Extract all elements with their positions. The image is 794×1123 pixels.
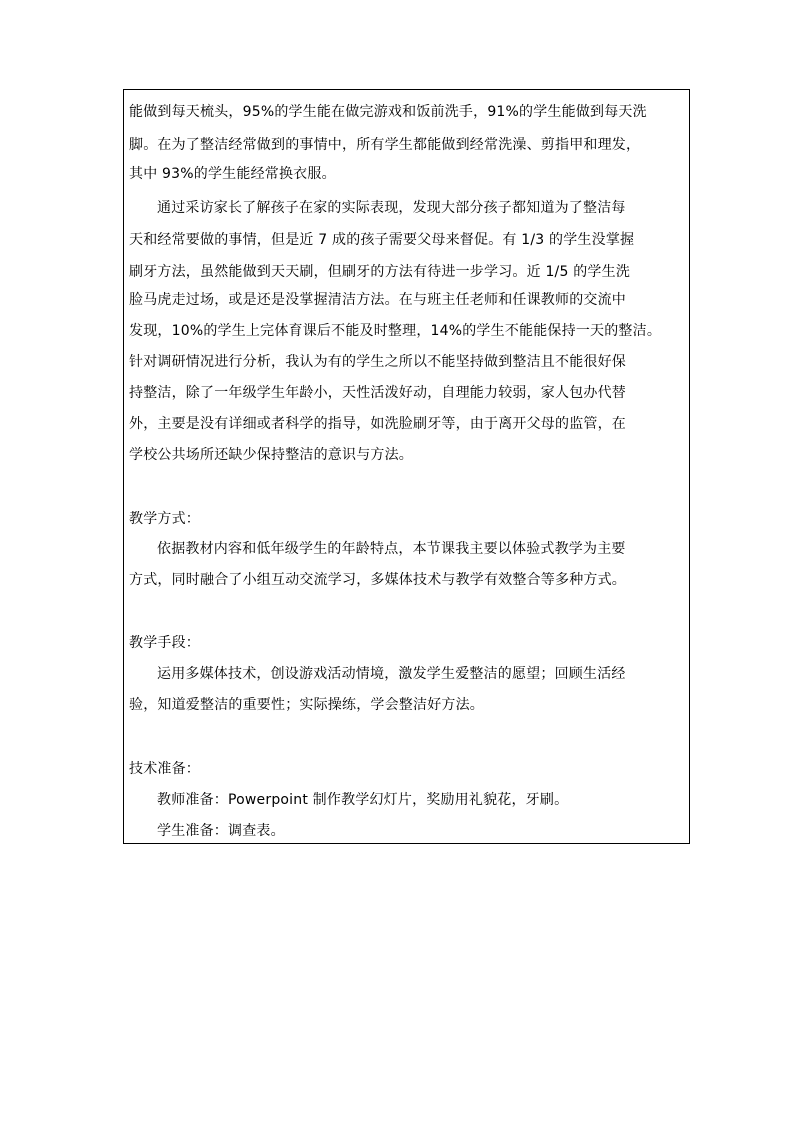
teacher-prep-line: 教师准备：Powerpoint 制作教学幻灯片，奖励用礼貌花，牙刷。 <box>157 792 569 808</box>
paragraph-line: 持整洁，除了一年级学生年龄小，天性活泼好动，自理能力较弱，家人包办代替 <box>129 385 626 401</box>
paragraph-line: 刷牙方法，虽然能做到天天刷，但刷牙的方法有待进一步学习。近 1/5 的学生洗 <box>129 264 631 280</box>
section-heading-means: 教学手段： <box>129 635 200 651</box>
paragraph-line: 运用多媒体技术，创设游戏活动情境，激发学生爱整洁的愿望；回顾生活经 <box>157 666 626 682</box>
paragraph-line: 发现，10%的学生上完体育课后不能及时整理，14%的学生不能能保持一天的整洁。 <box>129 323 662 339</box>
paragraph-line: 脸马虎走过场，或是还是没掌握清洁方法。在与班主任老师和任课教师的交流中 <box>129 292 626 308</box>
paragraph-line: 针对调研情况进行分析，我认为有的学生之所以不能坚持做到整洁且不能很好保 <box>129 354 626 370</box>
student-prep-line: 学生准备：调查表。 <box>157 823 285 839</box>
paragraph-line: 验，知道爱整洁的重要性；实际操练，学会整洁好方法。 <box>129 697 484 713</box>
paragraph-line: 依据教材内容和低年级学生的年龄特点，本节课我主要以体验式教学为主要 <box>157 541 626 557</box>
section-heading-methods: 教学方式： <box>129 511 200 527</box>
paragraph-line: 天和经常要做的事情，但是近 7 成的孩子需要父母来督促。有 1/3 的学生没掌握 <box>129 232 635 248</box>
paragraph-line: 方式，同时融合了小组互动交流学习，多媒体技术与教学有效整合等多种方式。 <box>129 572 626 588</box>
paragraph-line: 外，主要是没有详细或者科学的指导，如洗脸刷牙等，由于离开父母的监管，在 <box>129 416 626 432</box>
section-heading-prep: 技术准备： <box>129 761 200 777</box>
paragraph-line: 通过采访家长了解孩子在家的实际表现，发现大部分孩子都知道为了整洁每 <box>157 200 626 216</box>
paragraph-line: 学校公共场所还缺少保持整洁的意识与方法。 <box>129 447 413 463</box>
paragraph-line: 其中 93%的学生能经常换衣服。 <box>129 166 336 182</box>
paragraph-line: 脚。在为了整洁经常做到的事情中，所有学生都能做到经常洗澡、剪指甲和理发， <box>129 137 641 153</box>
paragraph-line: 能做到每天梳头，95%的学生能在做完游戏和饭前洗手，91%的学生能做到每天洗 <box>129 104 647 120</box>
